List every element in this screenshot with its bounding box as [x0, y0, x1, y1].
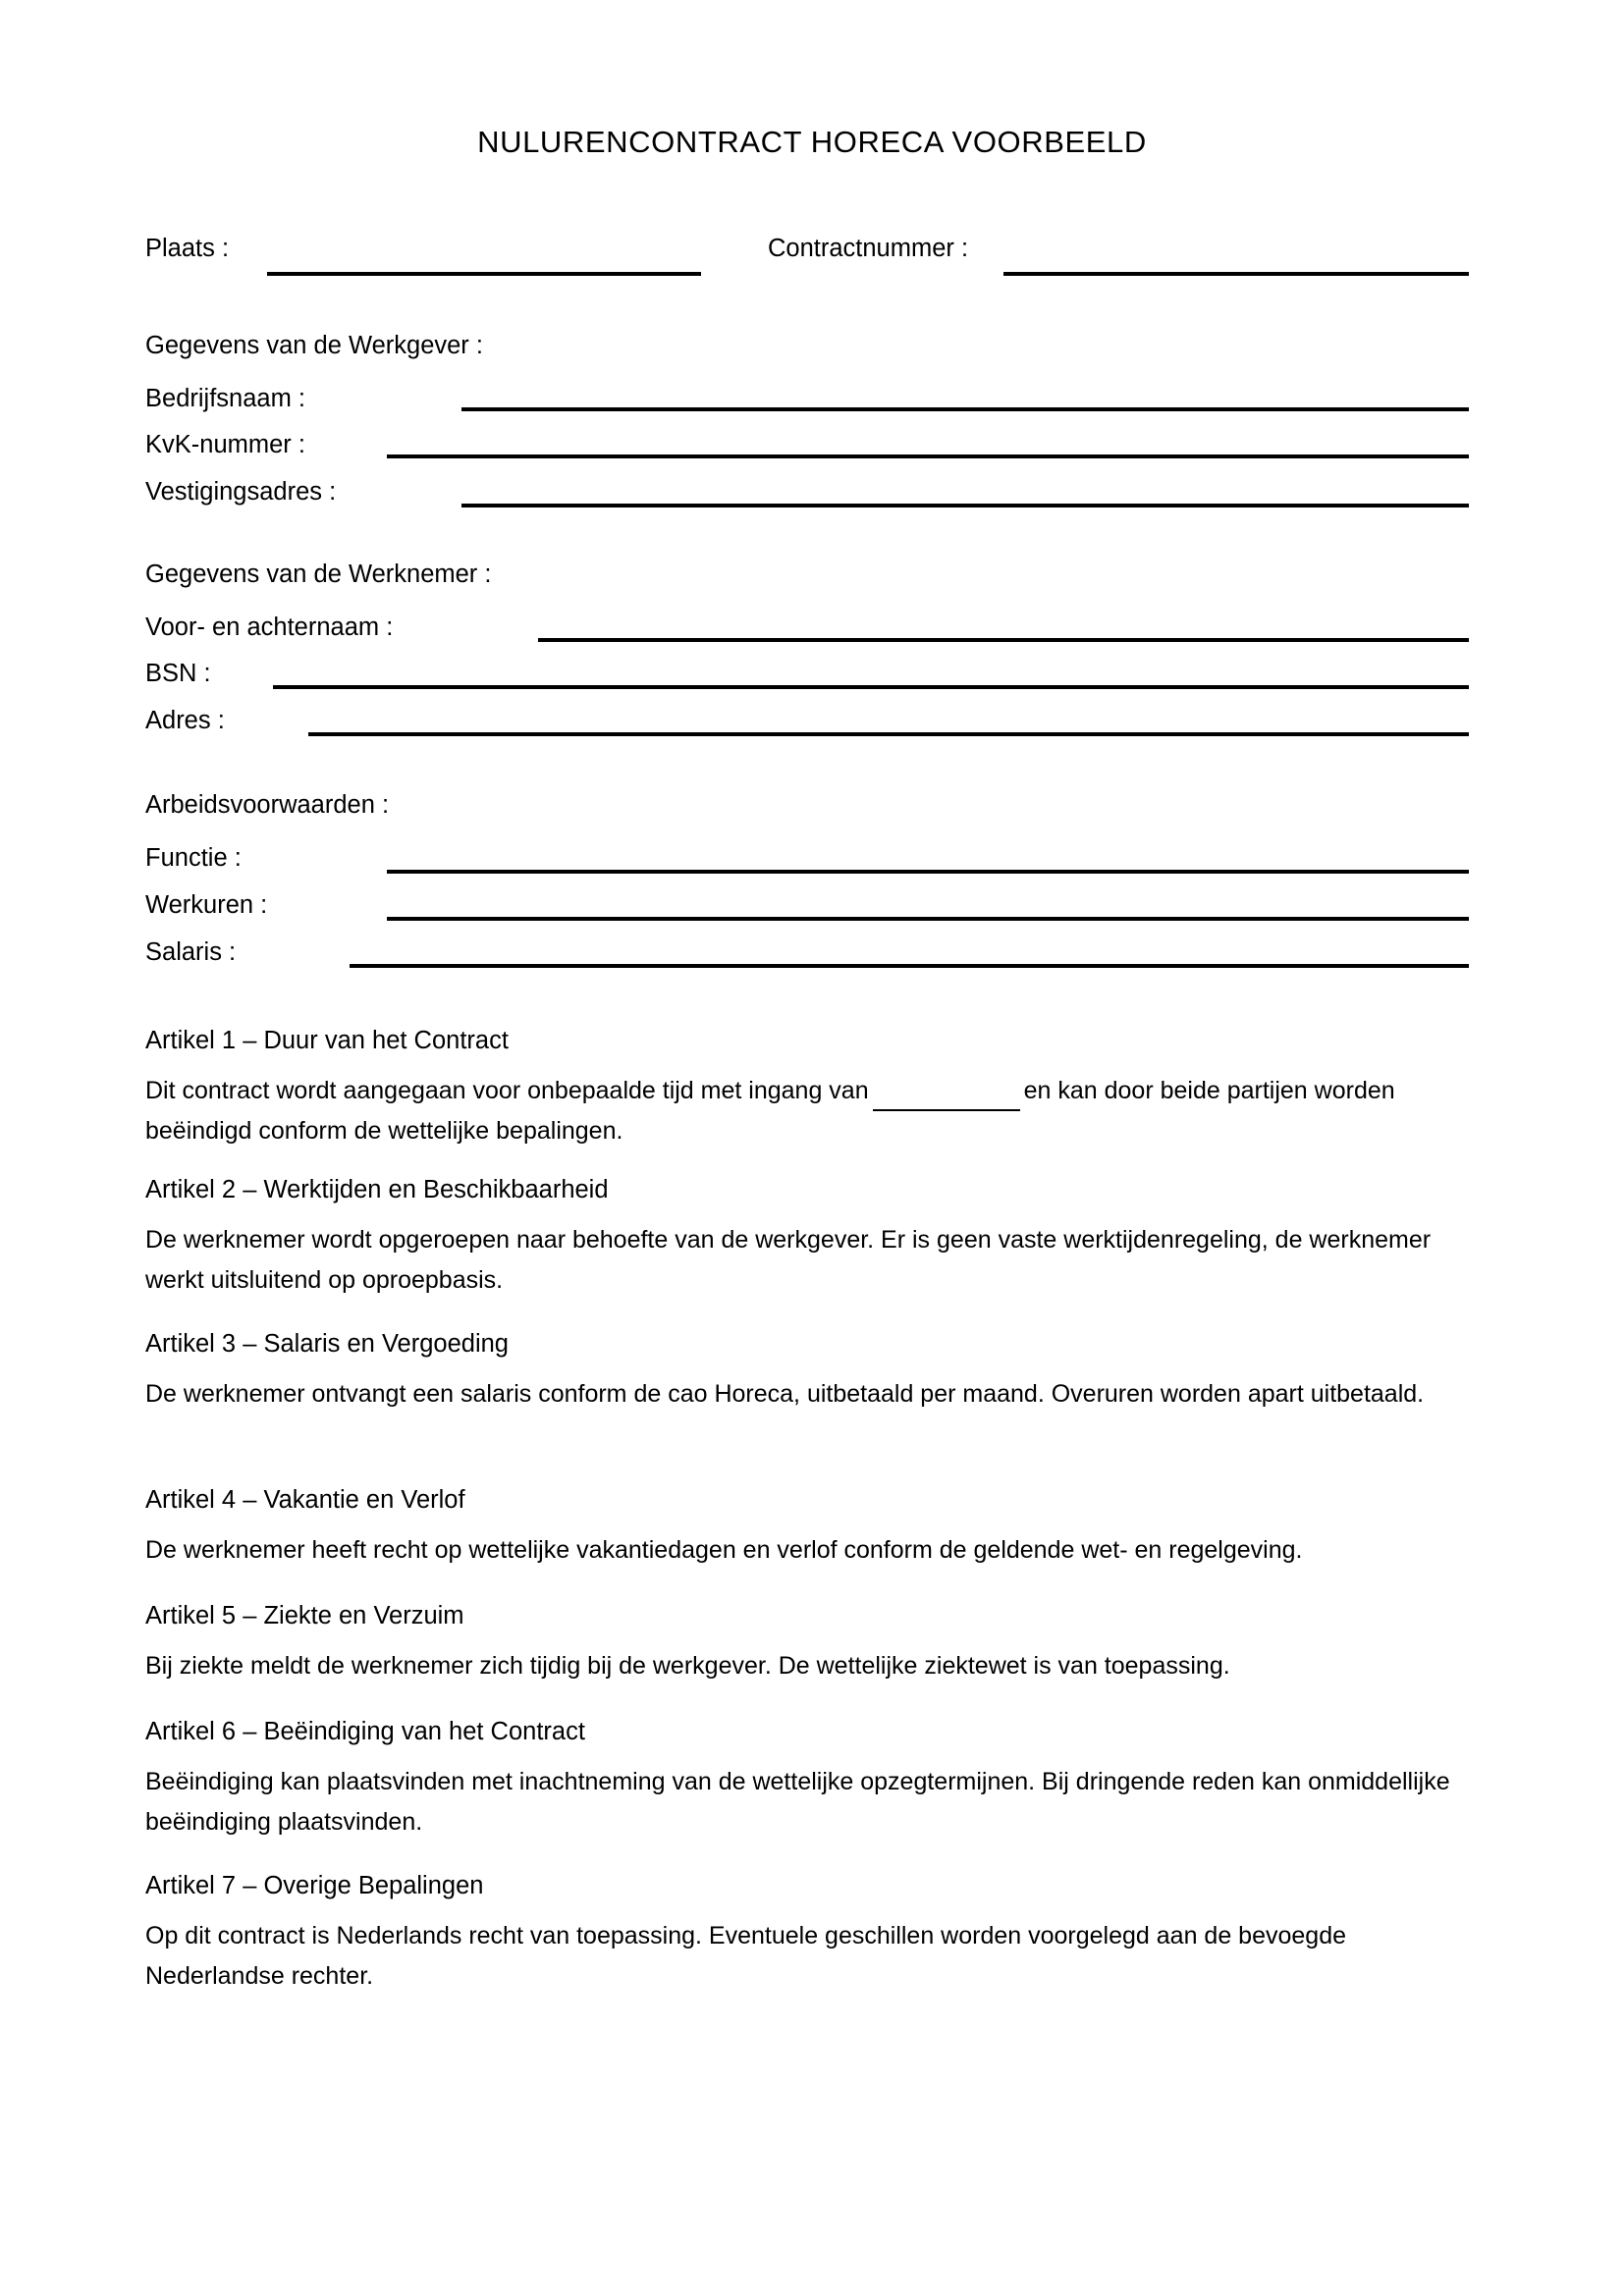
field-kvk-nummer-label: KvK-nummer :	[145, 431, 305, 458]
article-1-body-after-blank: en kan door beide partijen worden beëindigd conform de wettelijke bepalingen.	[145, 1077, 1395, 1145]
employer-section-heading: Gegevens van de Werkgever :	[145, 332, 483, 359]
field-bsn-label: BSN :	[145, 660, 211, 687]
field-bedrijfsnaam-input-rule[interactable]	[461, 407, 1469, 411]
article-7	[145, 1870, 1473, 1996]
field-vestigingsadres-label: Vestigingsadres :	[145, 478, 337, 506]
field-salaris-label: Salaris :	[145, 938, 237, 966]
field-bsn-input-rule[interactable]	[273, 685, 1469, 689]
article-5-title: Artikel 5 – Ziekte en Verzuim	[145, 1602, 464, 1629]
article-1-body-before-blank: Dit contract wordt aangegaan voor onbepaalde tijd met ingang van	[145, 1077, 869, 1105]
page-title: NULURENCONTRACT HORECA VOORBEELD	[477, 125, 1147, 159]
field-plaats	[145, 226, 229, 271]
article-5	[145, 1600, 1473, 1686]
field-adres	[145, 698, 225, 743]
field-functie-label: Functie :	[145, 844, 242, 872]
article-6-title: Artikel 6 – Beëindiging van het Contract	[145, 1718, 585, 1745]
field-contractnummer-input-rule[interactable]	[1003, 272, 1469, 276]
field-bedrijfsnaam	[145, 376, 305, 421]
article-7-title: Artikel 7 – Overige Bepalingen	[145, 1872, 484, 1899]
article-3	[145, 1328, 1473, 1415]
field-functie-input-rule[interactable]	[387, 870, 1469, 874]
article-3-body: De werknemer ontvangt een salaris conform de cao Horeca, uitbetaald per maand. Overuren worden apart uitbetaald.	[145, 1380, 1425, 1409]
field-contractnummer	[768, 226, 968, 271]
article-1	[145, 1025, 1473, 1150]
field-contractnummer-label: Contractnummer :	[768, 235, 969, 262]
field-functie	[145, 835, 242, 881]
article-4-body: De werknemer heeft recht op wettelijke vakantiedagen en verlof conform de geldende wet- en regelgeving.	[145, 1536, 1303, 1565]
field-werkuren-input-rule[interactable]	[387, 917, 1469, 921]
field-adres-label: Adres :	[145, 707, 225, 734]
field-voor-en-achternaam-input-rule[interactable]	[538, 638, 1469, 642]
field-voor-en-achternaam-label: Voor- en achternaam :	[145, 614, 394, 641]
article-1-body	[145, 1071, 1473, 1150]
field-werkuren-label: Werkuren :	[145, 891, 268, 919]
field-bsn	[145, 651, 211, 696]
article-7-body: Op dit contract is Nederlands recht van toepassing. Eventuele geschillen worden voorgelegd aan de bevoegde Nederlandse rechter.	[145, 1922, 1347, 1990]
field-plaats-label: Plaats :	[145, 235, 230, 262]
article-3-title: Artikel 3 – Salaris en Vergoeding	[145, 1330, 509, 1358]
field-salaris-input-rule[interactable]	[350, 964, 1469, 968]
field-vestigingsadres-input-rule[interactable]	[461, 504, 1469, 507]
terms-section-heading: Arbeidsvoorwaarden :	[145, 791, 390, 819]
field-plaats-input-rule[interactable]	[267, 272, 701, 276]
field-vestigingsadres	[145, 469, 336, 514]
article-2	[145, 1174, 1473, 1300]
article-6-body: Beëindiging kan plaatsvinden met inachtneming van de wettelijke opzegtermijnen. Bij dringende reden kan onmiddellijke beëindiging plaatsvinden.	[145, 1768, 1450, 1836]
article-2-body: De werknemer wordt opgeroepen naar behoefte van de werkgever. Er is geen vaste werktijdenregeling, de werknemer werkt uitsluitend op oproepbasis.	[145, 1226, 1432, 1294]
article-4-title: Artikel 4 – Vakantie en Verlof	[145, 1486, 465, 1514]
field-kvk-nummer-input-rule[interactable]	[387, 454, 1469, 458]
article-4	[145, 1484, 1473, 1571]
field-bedrijfsnaam-label: Bedrijfsnaam :	[145, 385, 305, 412]
article-1-date-blank[interactable]	[873, 1086, 1020, 1111]
field-salaris	[145, 930, 236, 975]
article-6	[145, 1716, 1473, 1842]
field-voor-en-achternaam	[145, 605, 393, 650]
article-1-title: Artikel 1 – Duur van het Contract	[145, 1027, 509, 1054]
article-2-title: Artikel 2 – Werktijden en Beschikbaarheid	[145, 1176, 609, 1203]
article-5-body: Bij ziekte meldt de werknemer zich tijdig bij de werkgever. De wettelijke ziektewet is van toepassing.	[145, 1652, 1230, 1681]
field-werkuren	[145, 882, 267, 928]
field-kvk-nummer	[145, 422, 305, 467]
employee-section-heading: Gegevens van de Werknemer :	[145, 561, 492, 588]
field-adres-input-rule[interactable]	[308, 732, 1469, 736]
